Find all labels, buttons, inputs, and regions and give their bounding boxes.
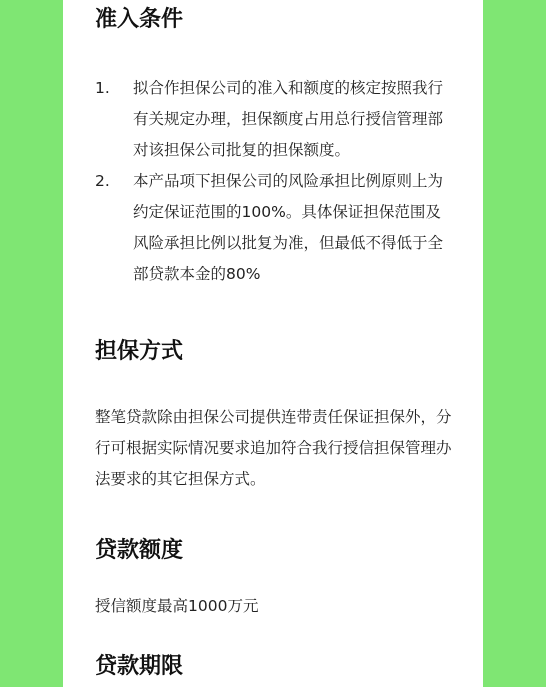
list-item-text: 拟合作担保公司的准入和额度的核定按照我行有关规定办理，担保额度占用总行授信管理部对该担保公司批复的担保额度。: [133, 79, 444, 159]
list-item: [95, 166, 455, 290]
amount-paragraph: 授信额度最高1000万元: [95, 597, 259, 615]
section-title-access: 准入条件: [95, 7, 184, 32]
list-item-text: 本产品项下担保公司的风险承担比例原则上为约定保证范围的100%。具体保证担保范围及风险承担比例以批复为准，但最低不得低于全部贷款本金的80%: [133, 172, 444, 283]
access-conditions-list: [95, 73, 455, 290]
list-item: [95, 73, 455, 166]
section-title-term: 贷款期限: [95, 654, 184, 679]
list-item-number: 2.: [95, 172, 110, 190]
section-title-amount: 贷款额度: [95, 538, 184, 563]
content-card: [63, 0, 483, 687]
list-item-number: 1.: [95, 79, 110, 97]
guarantee-paragraph: 整笔贷款除由担保公司提供连带责任保证担保外，分行可根据实际情况要求追加符合我行授信担保管理办法要求的其它担保方式。: [95, 408, 452, 488]
section-title-guarantee: 担保方式: [95, 339, 184, 364]
